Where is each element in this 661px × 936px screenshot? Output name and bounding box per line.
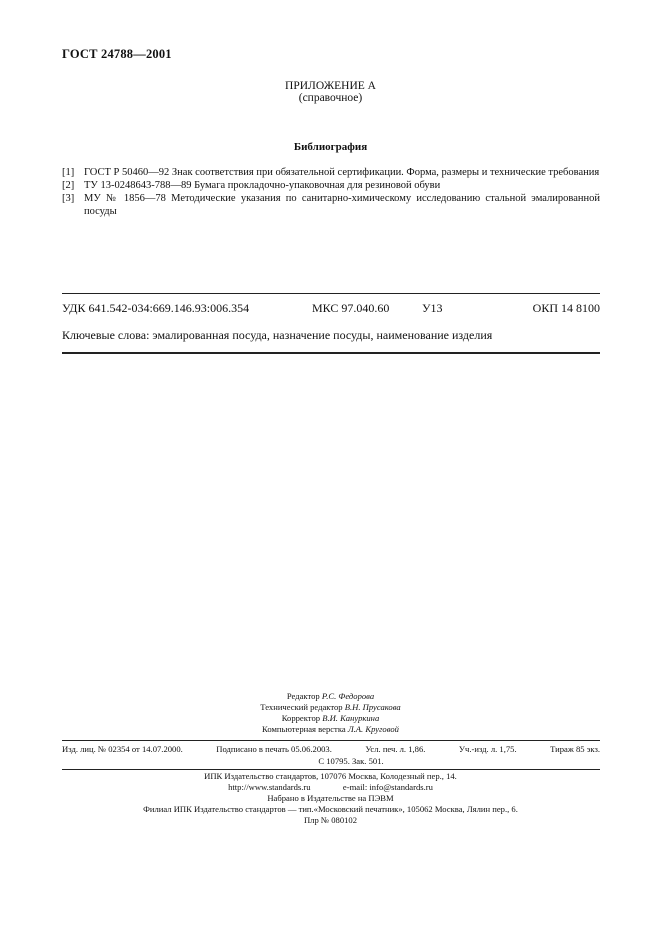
circulation: Тираж 85 экз.: [550, 744, 600, 754]
bibliography-item: [62, 166, 600, 179]
print-details: [62, 743, 600, 767]
bibliography-title: Библиография: [293, 141, 368, 153]
bibliography-list: [62, 166, 600, 218]
signed-date: Подписано в печать 05.06.2003.: [216, 744, 332, 754]
staff-line: [0, 691, 661, 702]
mks-code: МКС 97.040.60: [312, 301, 390, 315]
bibliography-item: [62, 179, 600, 192]
staff-role: Технический редактор: [260, 702, 343, 712]
website-link[interactable]: http://www.standards.ru: [228, 782, 311, 792]
order-line: С 10795. Зак. 501.: [318, 756, 384, 766]
udk-code: УДК 641.542-034:669.146.93:006.354: [62, 301, 250, 315]
bibliography-item-number: [1]: [62, 167, 75, 178]
staff-name: В.И. Кануркина: [322, 713, 380, 723]
divider-print: [62, 740, 600, 741]
bibliography-item: [62, 192, 600, 218]
appendix-subtitle: (справочное): [298, 92, 363, 104]
appendix-heading: [0, 80, 661, 104]
staff-list: [0, 691, 661, 735]
branch-address: Филиал ИПК Издательство стандартов — тип.«Московский печатник», 105062 Москва, Лялин пер., 6.: [143, 804, 518, 814]
divider-top: [62, 293, 600, 294]
bibliography-item-text: МУ № 1856—78 Методические указания по санитарно-химическому исследованию стальной эмалированной посуды: [84, 193, 600, 217]
email-link[interactable]: e-mail: info@standards.ru: [342, 782, 433, 792]
bibliography-item-text: ГОСТ Р 50460—92 Знак соответствия при обязательной сертификации. Форма, размеры и технические требования: [84, 167, 600, 178]
okp-code: ОКП 14 8100: [532, 301, 600, 315]
publisher: ИПК Издательство стандартов, 107076 Москва, Колодезный пер., 14.: [204, 771, 457, 781]
contacts: [0, 782, 661, 793]
appendix-title: ПРИЛОЖЕНИЕ А: [285, 80, 376, 92]
staff-role: Корректор: [281, 713, 321, 723]
staff-line: [0, 713, 661, 724]
staff-name: Р.С. Федорова: [321, 691, 375, 701]
license: Изд. лиц. № 02354 от 14.07.2000.: [62, 744, 183, 754]
bibliography-item-number: [2]: [62, 180, 75, 191]
staff-role: Компьютерная верстка: [262, 724, 346, 734]
staff-line: [0, 724, 661, 735]
staff-name: В.Н. Прусакова: [344, 702, 401, 712]
staff-role: Редактор: [286, 691, 320, 701]
typeset-note: Набрано в Издательстве на ПЭВМ: [267, 793, 394, 803]
divider-bottom: [62, 352, 600, 354]
staff-name: Л.А. Круговой: [347, 724, 399, 734]
keywords: Ключевые слова: эмалированная посуда, назначение посуды, наименование изделия: [62, 328, 493, 342]
bibliography-item-text: ТУ 13-0248643-788—89 Бумага прокладочно-упаковочная для резиновой обуви: [84, 180, 441, 191]
staff-line: [0, 702, 661, 713]
pub-sheets: Уч.-изд. л. 1,75.: [458, 744, 517, 754]
plr-number: Плр № 080102: [303, 815, 358, 825]
u-code: У13: [422, 301, 443, 315]
publisher-block: [0, 771, 661, 826]
divider-publisher: [62, 769, 600, 770]
bibliography-item-number: [3]: [62, 193, 75, 204]
print-sheets: Усл. печ. л. 1,86.: [365, 744, 426, 754]
document-code: ГОСТ 24788—2001: [62, 47, 172, 61]
